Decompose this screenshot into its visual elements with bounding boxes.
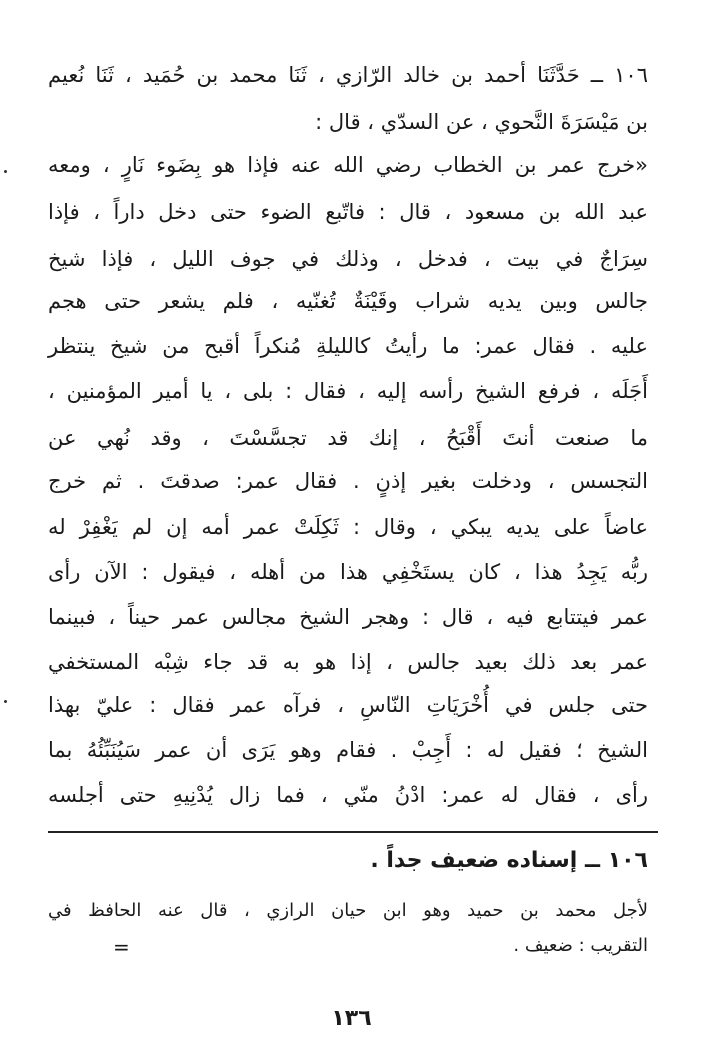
footnote-separator <box>48 831 658 833</box>
margin-dot <box>4 700 7 703</box>
text-line: ما صنعت أنتَ أَقْبَحُ ، إنك قد تجسَّسْتَ ، وقد نُهي عن <box>48 426 648 450</box>
text-line: «خرج عمر بن الخطاب رضي الله عنه فإذا هو بِضَوء نَارٍ ، ومعه <box>48 153 648 177</box>
text-line: ربُّه يَجِدُ هذا ، كان يستَخْفِي هذا من أهله ، فيقول : الآن رأى <box>48 560 648 584</box>
text-line: بن مَيْسَرَةَ النَّحوي ، عن السدّي ، قال : <box>315 110 648 134</box>
text-line: حتى جلس في أُخْرَيَاتِ النّاسِ ، فرآه عمر فقال : عليّ بهذا <box>48 693 648 717</box>
footnote-line: التقريب : ضعيف . <box>513 935 648 956</box>
text-line: سِرَاجٌ في بيت ، فدخل ، وذلك في جوف الليل ، فإذا شيخ <box>48 247 648 271</box>
text-line: التجسس ، ودخلت بغير إذنٍ . فقال عمر: صدقتَ . ثم خرج <box>48 469 648 493</box>
text-line: عاضاً على يديه يبكي ، وقال : ثَكِلَتْ عمر أمه إن لم يَغْفِرْ له <box>48 515 648 539</box>
text-line: جالس وبين يديه شراب وقَيْنَةٌ تُغنّيه ، فلم يشعر حتى هجم <box>48 289 648 313</box>
text-line: رأى ، فقال له عمر: ادْنُ منّي ، فما زال يُدْنِيهِ حتى أجلسه <box>48 783 648 807</box>
text-line: أَجَلَه ، فرفع الشيخ رأسه إليه ، فقال : بلى ، يا أمير المؤمنين ، <box>48 379 648 403</box>
text-line: ١٠٦ ــ حَدَّثَنَا أحمد بن خالد الرّازي ، ثَنَا محمد بن حُمَيد ، ثَنَا نُعيم <box>48 63 648 87</box>
footnote-line: لأجل محمد بن حميد وهو ابن حيان الرازي ، قال عنه الحافظ في <box>48 900 648 921</box>
text-line: الشيخ ؛ فقيل له : أَجِبْ . فقام وهو يَرَى أن عمر سَيُنَبِّئُهُ بما <box>48 738 648 762</box>
margin-dot <box>4 170 7 173</box>
text-line: عبد الله بن مسعود ، قال : فاتّبع الضوء حتى دخل داراً ، فإذا <box>48 200 648 224</box>
text-line: عمر بعد ذلك بعيد جالس ، إذا هو به قد جاء شِبْه المستخفي <box>48 650 648 674</box>
text-line: عليه . فقال عمر: ما رأيتُ كالليلةِ مُنكراً أقبح من شيخ ينتظر <box>48 334 648 358</box>
continuation-mark: = <box>113 935 130 959</box>
page-number: ١٣٦ <box>331 1006 372 1031</box>
footnote-heading: ١٠٦ ــ إسناده ضعيف جداً . <box>370 848 648 873</box>
text-line: عمر فيتتابع فيه ، قال : وهجر الشيخ مجالس عمر حيناً ، فبينما <box>48 605 648 629</box>
